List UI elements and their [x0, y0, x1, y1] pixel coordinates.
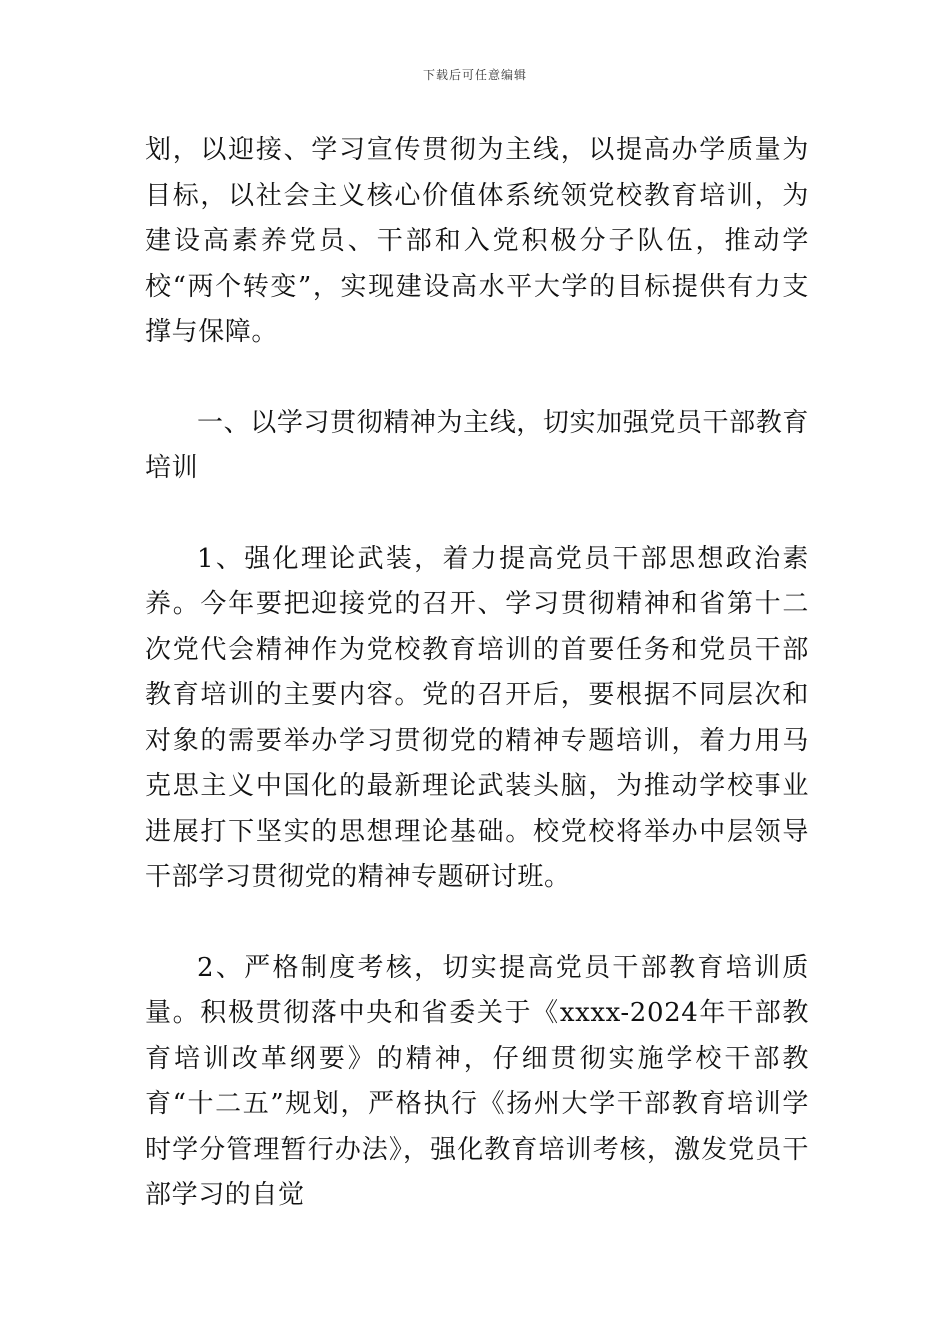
- paragraph-spacer: [145, 901, 809, 946]
- paragraph-item-2: 2、严格制度考核，切实提高党员干部教育培训质量。积极贯彻落中央和省委关于《xxxx-2024年干部教育培训改革纲要》的精神，仔细贯彻实施学校干部教育“十二五”规划，严格执行《扬州大学干部教育培训学时学分管理暂行办法》，强化教育培训考核，激发党员干部学习的自觉: [145, 952, 809, 1210]
- paragraph-intro-continuation: 划，以迎接、学习宣传贯彻为主线，以提高办学质量为目标，以社会主义核心价值体系统领党校教育培训，为建设高素养党员、干部和入党积极分子队伍，推动学校“两个转变”，实现建设高水平大学的目标提供有力支撑与保障。: [145, 135, 809, 347]
- paragraph-spacer: [145, 356, 809, 401]
- paragraph-item-1: 1、强化理论武装，着力提高党员干部思想政治素养。今年要把迎接党的召开、学习贯彻精神和省第十二次党代会精神作为党校教育培训的首要任务和党员干部教育培训的主要内容。党的召开后，要根据不同层次和对象的需要举办学习贯彻党的精神专题培训，着力用马克思主义中国化的最新理论武装头脑，为推动学校事业进展打下坚实的思想理论基础。校党校将举办中层领导干部学习贯彻党的精神专题研讨班。: [145, 543, 809, 892]
- page-header: 下载后可任意编辑: [422, 68, 527, 82]
- section-heading-1: 一、以学习贯彻精神为主线，切实加强党员干部教育培训: [145, 407, 809, 483]
- paragraph-spacer: [145, 492, 809, 537]
- document-body: [145, 128, 809, 1219]
